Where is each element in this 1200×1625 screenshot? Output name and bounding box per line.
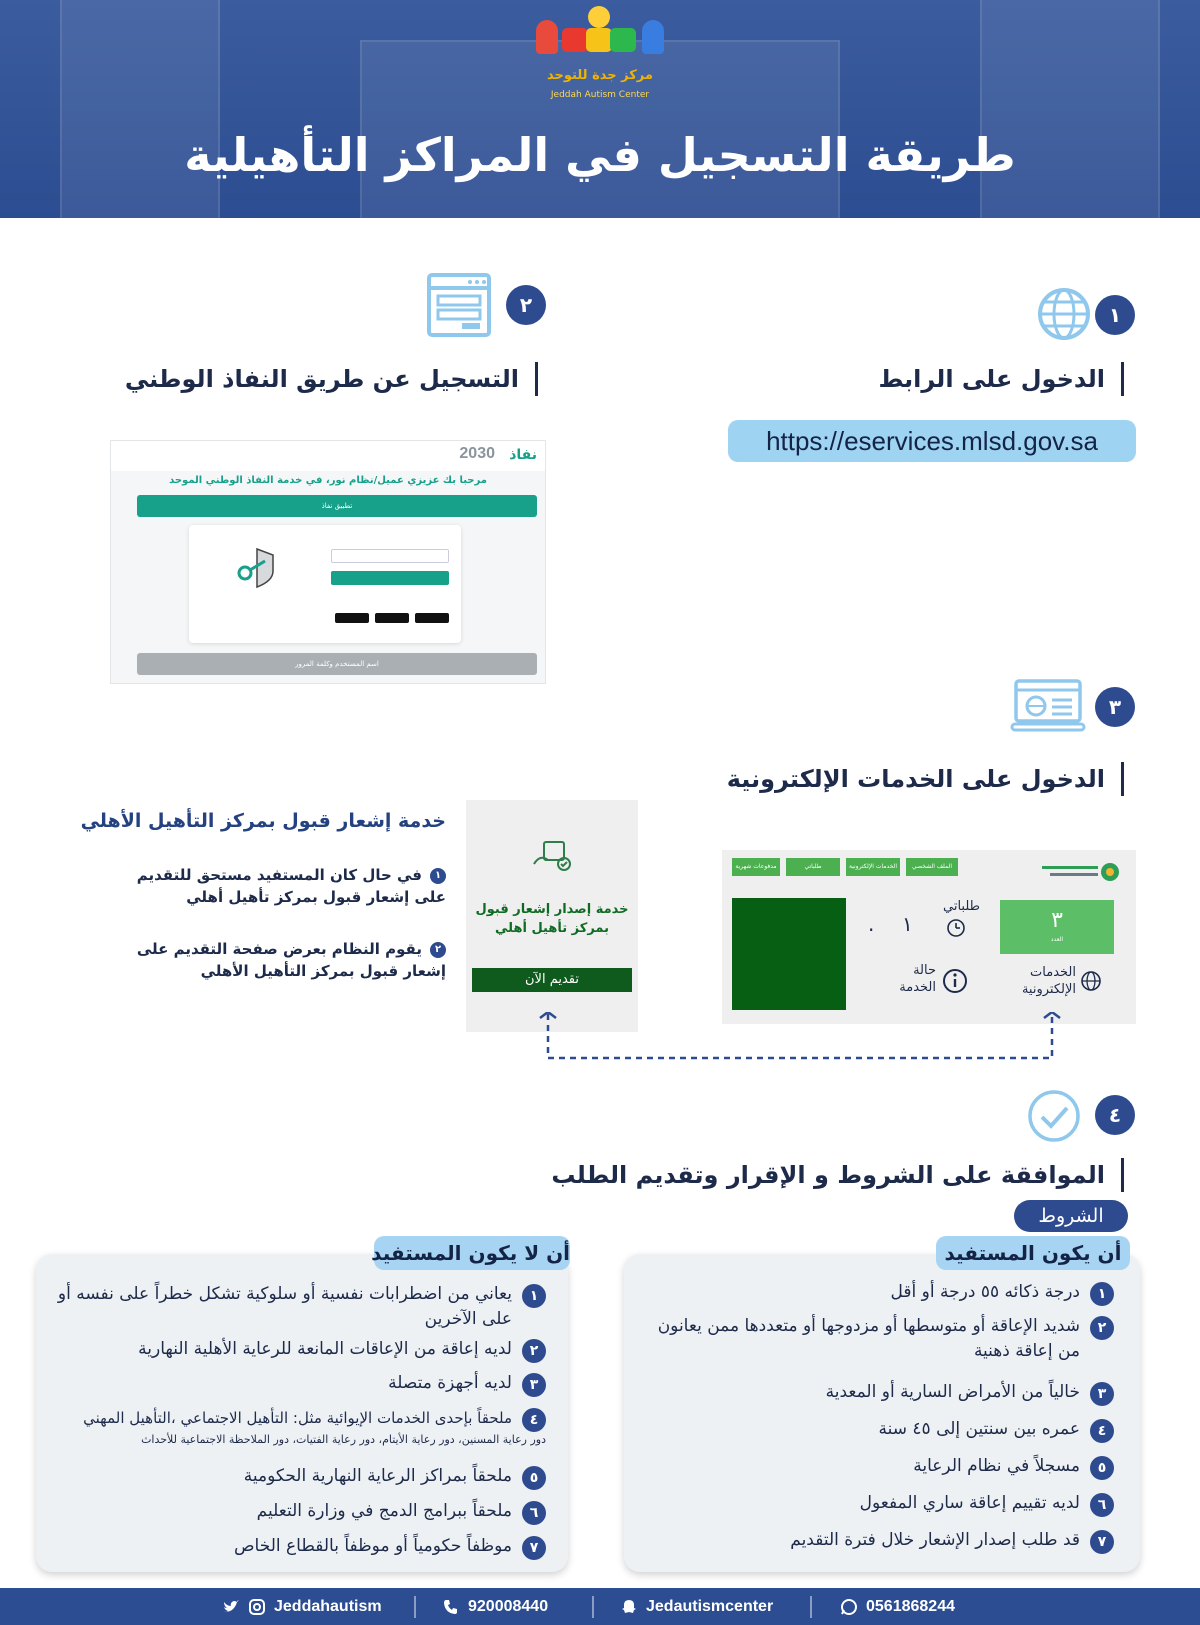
- puzzle-piece-icon: [562, 28, 588, 52]
- dashboard-dark-panel: [732, 898, 846, 1010]
- center-logo: [520, 6, 680, 110]
- condition-number: ٤: [522, 1408, 546, 1432]
- info-icon: [942, 968, 968, 994]
- header-banner: [0, 0, 1200, 218]
- child-figure-icon: [536, 20, 558, 54]
- page-title: طريقة التسجيل في المراكز التأهيلية: [184, 128, 1016, 182]
- condition-number: ٢: [522, 1339, 546, 1363]
- condition-subtext: دور رعاية المسنين، دور رعاية الأيتام، دور رعاية الفتيات، دور الملاحظة الاجتماعية للأحداث: [141, 1433, 546, 1446]
- footer-divider: [810, 1596, 812, 1618]
- snapchat-handle-text: Jedautismcenter: [646, 1598, 774, 1615]
- must-condition-item: [654, 1380, 1114, 1405]
- condition-text: قد طلب إصدار الإشعار خلال فترة التقديم: [790, 1530, 1080, 1550]
- service-status-label: حالة الخدمة: [899, 963, 936, 995]
- snapchat-handle[interactable]: [620, 1588, 773, 1625]
- contact-footer: [0, 1588, 1200, 1625]
- tab-my-requests[interactable]: طلباتي: [786, 858, 840, 876]
- must-condition-item: [654, 1280, 1114, 1305]
- logo-name-ar: مركز جدة للتوحد: [547, 68, 653, 83]
- service-info-item: [116, 864, 446, 908]
- nafath-app-bar[interactable]: تطبيق نفاذ: [137, 495, 537, 517]
- web-browser-icon: [1010, 678, 1086, 734]
- service-info-text: في حال كان المستفيد مستحق للتقديم على إشعار قبول بمركز تأهيل أهلي: [136, 866, 446, 906]
- phone-icon: [442, 1598, 460, 1616]
- requests-label: طلباتي: [943, 899, 980, 914]
- globe-icon: [1080, 970, 1102, 992]
- logo-name-en: Jeddah Autism Center: [550, 90, 650, 100]
- app-store-badge[interactable]: [415, 613, 449, 623]
- condition-number: ٥: [1090, 1456, 1114, 1480]
- step-4-title: الموافقة على الشروط و الإقرار وتقديم الطلب: [551, 1158, 1124, 1192]
- globe-icon: [1036, 286, 1092, 342]
- step-2-title: التسجيل عن طريق النفاذ الوطني: [125, 362, 538, 396]
- must-condition-item: [654, 1417, 1114, 1442]
- condition-number: ٦: [1090, 1493, 1114, 1517]
- condition-text: درجة ذكائه ٥٥ درجة أو أقل: [890, 1282, 1080, 1302]
- condition-number: ٤: [1090, 1419, 1114, 1443]
- count-label: العدد: [1050, 936, 1064, 943]
- must-not-condition-item: [46, 1406, 546, 1448]
- terms-label: الشروط: [1014, 1200, 1128, 1232]
- condition-text: مسجلاً في نظام الرعاية: [913, 1456, 1080, 1476]
- nafath-id-input[interactable]: [331, 549, 449, 563]
- acceptance-service-card: [466, 800, 638, 1032]
- snapchat-icon: [620, 1598, 638, 1616]
- condition-number: ٧: [1090, 1530, 1114, 1554]
- step-3-badge: ٣: [1095, 687, 1135, 727]
- must-not-condition-item: [46, 1534, 546, 1559]
- must-not-condition-item: [46, 1282, 546, 1332]
- step-3-title: الدخول على الخدمات الإلكترونية: [727, 762, 1124, 796]
- service-info-text: يقوم النظام بعرض صفحة التقديم على إشعار قبول بمركز التأهيل الأهلي: [136, 940, 446, 980]
- google-play-badge[interactable]: [375, 613, 409, 623]
- nafath-login-card: [189, 525, 461, 643]
- sun-icon: [588, 6, 610, 28]
- must-not-condition-item: [46, 1499, 546, 1524]
- condition-text: ملحقاً ببرامج الدمج في وزارة التعليم: [256, 1501, 512, 1521]
- phone-number[interactable]: [442, 1588, 548, 1625]
- app-gallery-badge[interactable]: [335, 613, 369, 623]
- condition-number: ٧: [522, 1536, 546, 1560]
- hand-document-icon: [530, 834, 574, 874]
- whatsapp-number-text: 0561868244: [866, 1598, 955, 1615]
- whatsapp-icon: [840, 1598, 858, 1616]
- condition-text: عمره بين سنتين إلى ٤٥ سنة: [878, 1419, 1080, 1439]
- must-condition-item: [654, 1454, 1114, 1479]
- twitter-icon: [222, 1598, 240, 1616]
- step-1-badge: ١: [1095, 295, 1135, 335]
- footer-divider: [414, 1596, 416, 1618]
- condition-number: ٣: [1090, 1382, 1114, 1406]
- service-info-number: ١: [430, 868, 446, 884]
- mlsd-logo: [1038, 858, 1122, 888]
- dashboard-count-box[interactable]: [1000, 900, 1114, 954]
- service-info-heading: خدمة إشعار قبول بمركز التأهيل الأهلي: [80, 810, 446, 832]
- condition-text: ملحقاً بإحدى الخدمات الإيوائية مثل: التأهيل الاجتماعي ،التأهيل المهني: [83, 1409, 512, 1427]
- phone-number-text: 920008440: [468, 1598, 549, 1615]
- must-not-condition-item: [46, 1337, 546, 1362]
- condition-number: ١: [1090, 1282, 1114, 1306]
- tab-eservices[interactable]: الخدمات الإلكترونية: [846, 858, 900, 876]
- condition-text: خالياً من الأمراض السارية أو المعدية: [825, 1382, 1080, 1402]
- eservices-label: الخدمات الإلكترونية: [1021, 965, 1076, 997]
- step-4-badge: ٤: [1095, 1095, 1135, 1135]
- must-not-conditions-heading: أن لا يكون المستفيد: [374, 1236, 570, 1270]
- service-card-title: خدمة إصدار إشعار قبول بمركز تأهيل أهلي: [475, 902, 629, 936]
- puzzle-piece-icon: [586, 28, 612, 52]
- must-condition-item: [654, 1528, 1114, 1553]
- clock-icon: [946, 918, 966, 938]
- instagram-icon: [248, 1598, 266, 1616]
- must-condition-item: [654, 1491, 1114, 1516]
- condition-number: ٢: [1090, 1316, 1114, 1340]
- footer-divider: [592, 1596, 594, 1618]
- puzzle-piece-icon: [610, 28, 636, 52]
- dashed-connector-arrow: [536, 1012, 1064, 1062]
- nafath-welcome: مرحبا بك عزيزي عميل/نظام نور، في خدمة النفاذ الوطني الموحد: [169, 475, 487, 486]
- condition-number: ٥: [522, 1466, 546, 1490]
- tab-monthly-payments[interactable]: مدفوعات شهرية: [732, 858, 780, 876]
- whatsapp-number[interactable]: [840, 1588, 955, 1625]
- vision-2030-logo: 2030: [459, 445, 495, 462]
- nafath-login-button[interactable]: [331, 571, 449, 585]
- step-2-badge: ٢: [506, 285, 546, 325]
- child-figure-icon: [642, 20, 664, 54]
- must-conditions-heading: أن يكون المستفيد: [936, 1236, 1130, 1270]
- tab-profile[interactable]: الملف الشخصي: [906, 858, 958, 876]
- service-info-number: ٢: [430, 942, 446, 958]
- step-1-title: الدخول على الرابط: [878, 362, 1124, 396]
- social-handle-text: Jeddahautism: [274, 1598, 382, 1615]
- nafath-login-screenshot: [110, 440, 546, 684]
- dot-value: .: [868, 912, 875, 936]
- eservices-link[interactable]: https://eservices.mlsd.gov.sa: [728, 420, 1136, 462]
- condition-text: لديه تقييم إعاقة ساري المفعول: [859, 1493, 1080, 1513]
- condition-number: ٦: [522, 1501, 546, 1525]
- key-shield-icon: [231, 545, 281, 589]
- condition-number: ٣: [522, 1373, 546, 1397]
- building-bg: [60, 0, 220, 218]
- condition-text: ملحقاً بمراكز الرعاية النهارية الحكومية: [243, 1466, 512, 1486]
- condition-text: لديه إعاقة من الإعاقات المانعة للرعاية الأهلية النهارية: [138, 1339, 512, 1359]
- condition-text: لديه أجهزة متصلة: [388, 1373, 512, 1393]
- condition-text: شديد الإعاقة أو متوسطها أو مزدوجها أو متعددها ممن يعانون من إعاقة ذهنية: [657, 1316, 1080, 1361]
- condition-text: موظفاً حكومياً أو موظفاً بالقطاع الخاص: [233, 1536, 512, 1556]
- social-handle[interactable]: [222, 1588, 382, 1625]
- must-not-condition-item: [46, 1371, 546, 1396]
- must-not-condition-item: [46, 1464, 546, 1489]
- form-window-icon: [426, 272, 492, 338]
- requests-value: ١: [902, 912, 913, 936]
- service-info-item: [116, 938, 446, 982]
- apply-now-button[interactable]: تقديم الآن: [472, 968, 632, 992]
- building-bg: [980, 0, 1160, 218]
- count-value: ٣: [1051, 908, 1063, 933]
- checkmark-circle-icon: [1026, 1088, 1082, 1144]
- nafath-password-bar[interactable]: اسم المستخدم وكلمة المرور: [137, 653, 537, 675]
- must-condition-item: [654, 1314, 1114, 1364]
- condition-text: يعاني من اضطرابات نفسية أو سلوكية تشكل خطراً على نفسه أو على الآخرين: [57, 1284, 512, 1329]
- nafath-logo: نفاذ: [509, 447, 537, 463]
- eservices-dashboard-screenshot: [722, 850, 1136, 1024]
- condition-number: ١: [522, 1284, 546, 1308]
